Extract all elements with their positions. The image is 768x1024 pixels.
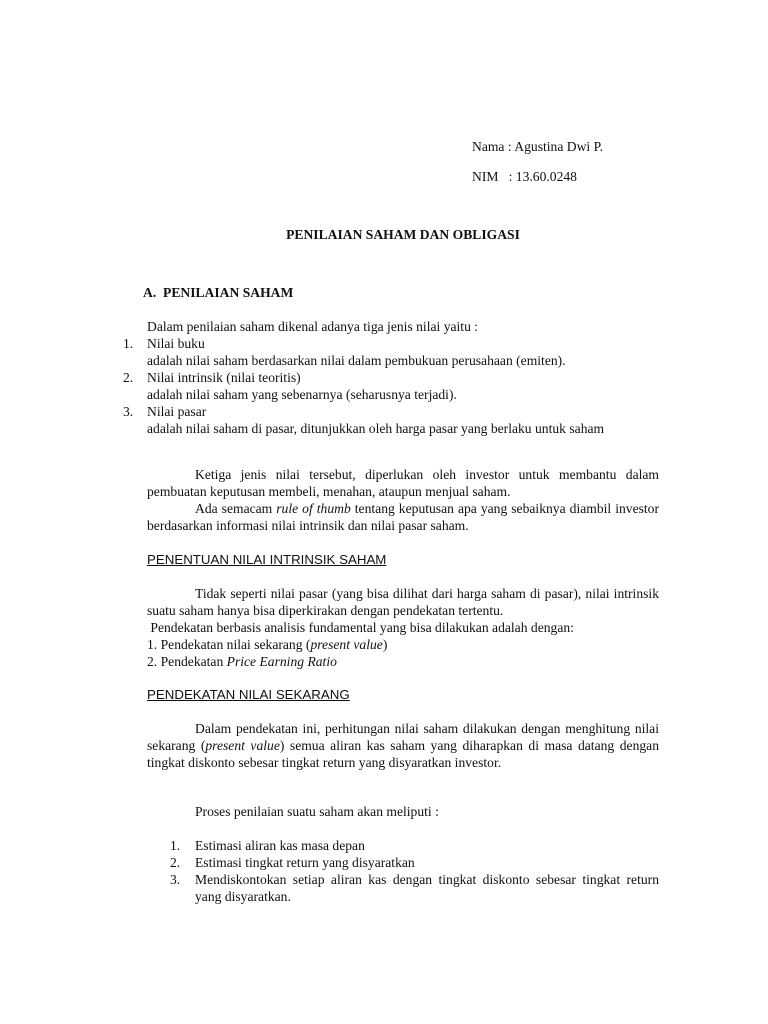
name-line: Nama : Agustina Dwi P.	[472, 139, 604, 154]
list-item-number: 1.	[123, 336, 134, 351]
list-item-term: Nilai pasar	[147, 404, 207, 419]
section-a-list	[0, 335, 768, 454]
list-item-number: 1.	[170, 838, 181, 853]
section-intrinsik-paragraph-1: Tidak seperti nilai pasar (yang bisa dilihat dari harga saham di pasar), nilai intrinsik suatu saham hanya bisa diperkirakan dengan pendekatan tertentu.	[147, 586, 659, 618]
section-a-intro: Dalam penilaian saham dikenal adanya tiga jenis nilai yaitu :	[147, 319, 479, 334]
list-item-text: Estimasi tingkat return yang disyaratkan	[195, 855, 415, 870]
section-a-paragraph-2: Ada semacam rule of thumb tentang keputusan apa yang sebaiknya diambil investor berdasarkan informasi nilai intrinsik dan nilai pasar saham.	[147, 501, 659, 533]
list-item	[0, 369, 768, 403]
list-item-desc: adalah nilai saham yang sebenarnya (seharusnya terjadi).	[147, 387, 457, 402]
page-title: PENILAIAN SAHAM DAN OBLIGASI	[286, 227, 520, 242]
list-item	[0, 335, 768, 369]
list-item-desc: adalah nilai saham berdasarkan nilai dalam pembukuan perusahaan (emiten).	[147, 353, 566, 368]
section-nilai-sekarang-paragraph-2: Proses penilaian suatu saham akan meliputi :	[195, 804, 439, 819]
list-item-number: 3.	[170, 872, 181, 887]
process-steps-list	[0, 837, 768, 905]
approach-item-1: 1. Pendekatan nilai sekarang (present value)	[147, 637, 388, 652]
list-item-number: 2.	[123, 370, 134, 385]
approach-item-2: 2. Pendekatan Price Earning Ratio	[147, 654, 337, 669]
nim-line: NIM : 13.60.0248	[472, 169, 577, 184]
list-item-number: 2.	[170, 855, 181, 870]
section-nilai-sekarang-heading: PENDEKATAN NILAI SEKARANG	[147, 687, 350, 702]
section-a-heading: A. PENILAIAN SAHAM	[143, 285, 294, 300]
section-nilai-sekarang-paragraph-1: Dalam pendekatan ini, perhitungan nilai saham dilakukan dengan menghitung nilai sekarang (present value) semua aliran kas saham yang diharapkan di masa datang dengan tingkat diskonto sebesar tingkat return yang disyaratkan investor.	[147, 721, 659, 770]
list-item-term: Nilai intrinsik (nilai teoritis)	[147, 370, 301, 385]
list-item-number: 3.	[123, 404, 134, 419]
list-item	[0, 837, 768, 854]
section-intrinsik-paragraph-2: Pendekatan berbasis analisis fundamental yang bisa dilakukan adalah dengan:	[147, 620, 574, 635]
list-item	[0, 871, 768, 905]
section-intrinsik-heading: PENENTUAN NILAI INTRINSIK SAHAM	[147, 552, 387, 567]
list-item-text: Mendiskontokan setiap aliran kas dengan tingkat diskonto sebesar tingkat return yang disyaratkan.	[195, 872, 659, 904]
list-item	[0, 403, 768, 454]
list-item-text: Estimasi aliran kas masa depan	[195, 838, 365, 853]
list-item-desc: adalah nilai saham di pasar, ditunjukkan oleh harga pasar yang berlaku untuk saham	[147, 421, 605, 436]
list-item-term: Nilai buku	[147, 336, 205, 351]
section-a-paragraph-1: Ketiga jenis nilai tersebut, diperlukan oleh investor untuk membantu dalam pembuatan keputusan membeli, menahan, ataupun menjual saham.	[147, 467, 659, 499]
list-item	[0, 854, 768, 871]
